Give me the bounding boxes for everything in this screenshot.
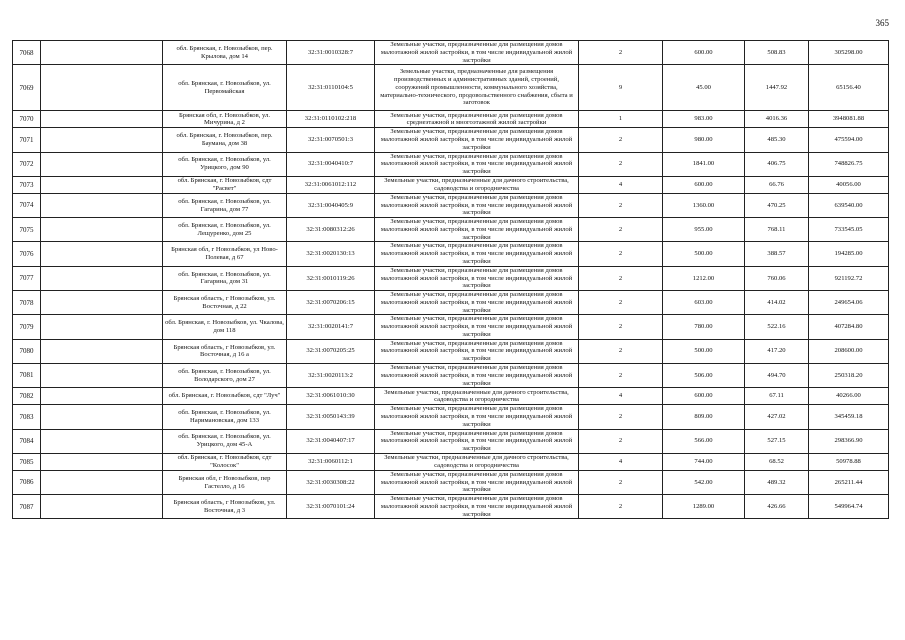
- page-number: 365: [875, 18, 889, 28]
- land-use-purpose-cell: Земельные участки, предназначенные для размещения домов малоэтажной жилой застройки, в том числе индивидуальной жилой застройки: [375, 405, 579, 429]
- group-number-cell: 2: [579, 405, 663, 429]
- address-cell: обл. Брянская, г. Новозыбков, ул. Урицкого, дом 45-А: [163, 429, 287, 453]
- specific-value-cell: 470.25: [745, 193, 809, 217]
- area-cell: 542.00: [663, 470, 745, 494]
- row-number: 7079: [13, 315, 41, 339]
- area-cell: 1289.00: [663, 495, 745, 519]
- address-cell: Брянская обл, г. Новозыбков, ул. Мичурина, д 2: [163, 111, 287, 128]
- row-spacer: [41, 405, 163, 429]
- land-use-purpose-cell: Земельные участки, предназначенные для дачного строительства, садоводства и огородничества: [375, 453, 579, 470]
- land-use-purpose-cell: Земельные участки, предназначенные для размещения домов малоэтажной жилой застройки, в том числе индивидуальной жилой застройки: [375, 266, 579, 290]
- row-spacer: [41, 65, 163, 111]
- table-row: [13, 363, 889, 387]
- group-number-cell: 2: [579, 339, 663, 363]
- row-spacer: [41, 128, 163, 152]
- group-number-cell: 1: [579, 111, 663, 128]
- group-number-cell: 4: [579, 453, 663, 470]
- specific-value-cell: 760.06: [745, 266, 809, 290]
- specific-value-cell: 489.32: [745, 470, 809, 494]
- cadastral-value-cell: 249654.06: [809, 291, 889, 315]
- row-spacer: [41, 176, 163, 193]
- address-cell: обл. Брянская, г. Новозыбков, ул. Наримановская, дом 133: [163, 405, 287, 429]
- group-number-cell: 2: [579, 41, 663, 65]
- address-cell: Брянская обл, г Новозыбков, ул Ново-Полевая, д 67: [163, 242, 287, 266]
- row-number: 7077: [13, 266, 41, 290]
- row-number: 7072: [13, 152, 41, 176]
- cadastral-number-cell: 32:31:0080312:26: [287, 218, 375, 242]
- row-spacer: [41, 218, 163, 242]
- group-number-cell: 2: [579, 495, 663, 519]
- row-spacer: [41, 388, 163, 405]
- row-spacer: [41, 111, 163, 128]
- address-cell: обл. Брянская, г. Новозыбков, сдт "Колосок": [163, 453, 287, 470]
- table-row: [13, 339, 889, 363]
- address-cell: обл. Брянская, г. Новозыбков, сдт "Расвет": [163, 176, 287, 193]
- row-spacer: [41, 242, 163, 266]
- specific-value-cell: 427.02: [745, 405, 809, 429]
- specific-value-cell: 527.15: [745, 429, 809, 453]
- table-row: [13, 65, 889, 111]
- land-use-purpose-cell: Земельные участки, предназначенные для размещения производственных и административных зданий, строений, сооружений промышленности, коммунального хозяйства, материально-технического, продовольственного снабжения, сбыта и заготовок: [375, 65, 579, 111]
- specific-value-cell: 4016.36: [745, 111, 809, 128]
- group-number-cell: 2: [579, 363, 663, 387]
- row-number: 7068: [13, 41, 41, 65]
- row-spacer: [41, 266, 163, 290]
- land-use-purpose-cell: Земельные участки, предназначенные для размещения домов малоэтажной жилой застройки, в том числе индивидуальной жилой застройки: [375, 315, 579, 339]
- row-spacer: [41, 152, 163, 176]
- cadastral-value-cell: 194285.00: [809, 242, 889, 266]
- address-cell: обл. Брянская, г. Новозыбков, ул. Лещуренко, дом 25: [163, 218, 287, 242]
- specific-value-cell: 522.16: [745, 315, 809, 339]
- row-number: 7076: [13, 242, 41, 266]
- specific-value-cell: 508.83: [745, 41, 809, 65]
- row-number: 7082: [13, 388, 41, 405]
- group-number-cell: 2: [579, 315, 663, 339]
- specific-value-cell: 426.66: [745, 495, 809, 519]
- cadastral-value-cell: 407284.80: [809, 315, 889, 339]
- cadastral-value-cell: 208600.00: [809, 339, 889, 363]
- address-cell: обл. Брянская, г. Новозыбков, ул. Чкалова, дом 118: [163, 315, 287, 339]
- cadastral-value-cell: 265211.44: [809, 470, 889, 494]
- cadastral-value-cell: 733545.05: [809, 218, 889, 242]
- row-number: 7081: [13, 363, 41, 387]
- row-number: 7074: [13, 193, 41, 217]
- cadastral-value-cell: 549964.74: [809, 495, 889, 519]
- cadastral-value-cell: 65156.40: [809, 65, 889, 111]
- row-spacer: [41, 453, 163, 470]
- area-cell: 809.00: [663, 405, 745, 429]
- group-number-cell: 2: [579, 242, 663, 266]
- cadastral-value-cell: 298366.90: [809, 429, 889, 453]
- cadastral-number-cell: 32:31:0061012:112: [287, 176, 375, 193]
- land-use-purpose-cell: Земельные участки, предназначенные для размещения домов малоэтажной жилой застройки, в том числе индивидуальной жилой застройки: [375, 128, 579, 152]
- address-cell: обл. Брянская, г. Новозыбков, ул. Урицкого, дом 90: [163, 152, 287, 176]
- land-use-purpose-cell: Земельные участки, предназначенные для размещения домов малоэтажной жилой застройки, в том числе индивидуальной жилой застройки: [375, 363, 579, 387]
- cadastral-value-cell: 475594.00: [809, 128, 889, 152]
- address-cell: обл. Брянская, г. Новозыбков, ул. Володарского, дом 27: [163, 363, 287, 387]
- area-cell: 603.00: [663, 291, 745, 315]
- area-cell: 1841.00: [663, 152, 745, 176]
- group-number-cell: 2: [579, 128, 663, 152]
- area-cell: 983.00: [663, 111, 745, 128]
- group-number-cell: 2: [579, 152, 663, 176]
- area-cell: 600.00: [663, 176, 745, 193]
- area-cell: 500.00: [663, 242, 745, 266]
- cadastral-value-cell: 748826.75: [809, 152, 889, 176]
- row-spacer: [41, 363, 163, 387]
- area-cell: 1360.00: [663, 193, 745, 217]
- land-use-purpose-cell: Земельные участки, предназначенные для размещения домов среднеэтажной и многоэтажной жилой застройки: [375, 111, 579, 128]
- cadastral-value-cell: 50978.88: [809, 453, 889, 470]
- specific-value-cell: 67.11: [745, 388, 809, 405]
- cadastral-number-cell: 32:31:0070101:24: [287, 495, 375, 519]
- table-row: [13, 405, 889, 429]
- row-spacer: [41, 495, 163, 519]
- row-spacer: [41, 470, 163, 494]
- land-use-purpose-cell: Земельные участки, предназначенные для размещения домов малоэтажной жилой застройки, в том числе индивидуальной жилой застройки: [375, 429, 579, 453]
- group-number-cell: 2: [579, 218, 663, 242]
- land-use-purpose-cell: Земельные участки, предназначенные для размещения домов малоэтажной жилой застройки, в том числе индивидуальной жилой застройки: [375, 152, 579, 176]
- cadastral-number-cell: 32:31:0010119:26: [287, 266, 375, 290]
- row-spacer: [41, 291, 163, 315]
- row-number: 7086: [13, 470, 41, 494]
- cadastral-value-cell: 305298.00: [809, 41, 889, 65]
- address-cell: Брянская область, г Новозыбков, ул. Восточная, д 16 а: [163, 339, 287, 363]
- group-number-cell: 2: [579, 193, 663, 217]
- address-cell: обл. Брянская, г. Новозыбков, пер. Крылова, дом 14: [163, 41, 287, 65]
- group-number-cell: 9: [579, 65, 663, 111]
- cadastral-value-cell: 40056.00: [809, 176, 889, 193]
- cadastral-number-cell: 32:31:0040407:17: [287, 429, 375, 453]
- cadastral-value-cell: 3948081.88: [809, 111, 889, 128]
- table-row: [13, 218, 889, 242]
- table-row: [13, 111, 889, 128]
- table-row: [13, 291, 889, 315]
- table-row: [13, 429, 889, 453]
- land-use-purpose-cell: Земельные участки, предназначенные для размещения домов малоэтажной жилой застройки, в том числе индивидуальной жилой застройки: [375, 41, 579, 65]
- area-cell: 744.00: [663, 453, 745, 470]
- table-row: [13, 193, 889, 217]
- table-row: [13, 388, 889, 405]
- area-cell: 45.00: [663, 65, 745, 111]
- address-cell: обл. Брянская, г. Новозыбков, ул. Гагарина, дом 31: [163, 266, 287, 290]
- land-use-purpose-cell: Земельные участки, предназначенные для размещения домов малоэтажной жилой застройки, в том числе индивидуальной жилой застройки: [375, 218, 579, 242]
- table-row: [13, 242, 889, 266]
- cadastral-number-cell: 32:31:0050143:39: [287, 405, 375, 429]
- cadastral-value-table: [12, 40, 889, 519]
- specific-value-cell: 66.76: [745, 176, 809, 193]
- row-number: 7069: [13, 65, 41, 111]
- address-cell: обл. Брянская, г. Новозыбков, сдт "Луч": [163, 388, 287, 405]
- table-row: [13, 266, 889, 290]
- cadastral-number-cell: 32:31:0020113:2: [287, 363, 375, 387]
- cadastral-number-cell: 32:31:0040410:7: [287, 152, 375, 176]
- area-cell: 506.00: [663, 363, 745, 387]
- cadastral-number-cell: 32:31:0060112:1: [287, 453, 375, 470]
- specific-value-cell: 1447.92: [745, 65, 809, 111]
- specific-value-cell: 494.70: [745, 363, 809, 387]
- address-cell: обл. Брянская, г. Новозыбков, ул. Первомайская: [163, 65, 287, 111]
- cadastral-number-cell: 32:31:0020130:13: [287, 242, 375, 266]
- address-cell: Брянская область, г Новозыбков, ул. Восточная, д 3: [163, 495, 287, 519]
- cadastral-value-cell: 639540.00: [809, 193, 889, 217]
- row-number: 7070: [13, 111, 41, 128]
- cadastral-value-cell: 250318.20: [809, 363, 889, 387]
- group-number-cell: 2: [579, 266, 663, 290]
- cadastral-number-cell: 32:31:0030308:22: [287, 470, 375, 494]
- specific-value-cell: 768.11: [745, 218, 809, 242]
- group-number-cell: 4: [579, 388, 663, 405]
- table-row: [13, 152, 889, 176]
- group-number-cell: 2: [579, 470, 663, 494]
- land-use-purpose-cell: Земельные участки, предназначенные для дачного строительства, садоводства и огородничества: [375, 176, 579, 193]
- row-number: 7084: [13, 429, 41, 453]
- table-row: [13, 453, 889, 470]
- table-row: [13, 41, 889, 65]
- land-use-purpose-cell: Земельные участки, предназначенные для дачного строительства, садоводства и огородничества: [375, 388, 579, 405]
- table-row: [13, 128, 889, 152]
- address-cell: Брянская область, г Новозыбков, ул. Восточная, д 22: [163, 291, 287, 315]
- table-row: [13, 470, 889, 494]
- area-cell: 500.00: [663, 339, 745, 363]
- area-cell: 1212.00: [663, 266, 745, 290]
- table-row: [13, 495, 889, 519]
- cadastral-number-cell: 32:31:0040405:9: [287, 193, 375, 217]
- row-number: 7071: [13, 128, 41, 152]
- row-spacer: [41, 41, 163, 65]
- land-use-purpose-cell: Земельные участки, предназначенные для размещения домов малоэтажной жилой застройки, в том числе индивидуальной жилой застройки: [375, 193, 579, 217]
- specific-value-cell: 388.57: [745, 242, 809, 266]
- row-spacer: [41, 339, 163, 363]
- cadastral-number-cell: 32:31:0070501:3: [287, 128, 375, 152]
- row-spacer: [41, 315, 163, 339]
- area-cell: 566.00: [663, 429, 745, 453]
- address-cell: обл. Брянская, г. Новозыбков, ул. Гагарина, дом 77: [163, 193, 287, 217]
- row-spacer: [41, 429, 163, 453]
- cadastral-number-cell: 32:31:0110102:218: [287, 111, 375, 128]
- cadastral-number-cell: 32:31:0110104:5: [287, 65, 375, 111]
- area-cell: 780.00: [663, 315, 745, 339]
- cadastral-number-cell: 32:31:0070206:15: [287, 291, 375, 315]
- specific-value-cell: 414.02: [745, 291, 809, 315]
- land-use-purpose-cell: Земельные участки, предназначенные для размещения домов малоэтажной жилой застройки, в том числе индивидуальной жилой застройки: [375, 339, 579, 363]
- cadastral-value-cell: 40266.00: [809, 388, 889, 405]
- group-number-cell: 2: [579, 291, 663, 315]
- specific-value-cell: 68.52: [745, 453, 809, 470]
- address-cell: обл. Брянская, г. Новозыбков, пер. Баумана, дом 38: [163, 128, 287, 152]
- cadastral-value-cell: 345459.18: [809, 405, 889, 429]
- specific-value-cell: 485.30: [745, 128, 809, 152]
- address-cell: Брянская обл, г Новозыбков, пер Гастелло, д 16: [163, 470, 287, 494]
- area-cell: 600.00: [663, 388, 745, 405]
- table-body: [13, 41, 889, 519]
- row-number: 7085: [13, 453, 41, 470]
- specific-value-cell: 406.75: [745, 152, 809, 176]
- cadastral-number-cell: 32:31:0061010:30: [287, 388, 375, 405]
- cadastral-number-cell: 32:31:0020141:7: [287, 315, 375, 339]
- area-cell: 980.00: [663, 128, 745, 152]
- group-number-cell: 2: [579, 429, 663, 453]
- row-number: 7078: [13, 291, 41, 315]
- table-row: [13, 315, 889, 339]
- cadastral-number-cell: 32:31:0070205:25: [287, 339, 375, 363]
- cadastral-number-cell: 32:31:0010328:7: [287, 41, 375, 65]
- area-cell: 600.00: [663, 41, 745, 65]
- cadastral-value-cell: 921192.72: [809, 266, 889, 290]
- land-use-purpose-cell: Земельные участки, предназначенные для размещения домов малоэтажной жилой застройки, в том числе индивидуальной жилой застройки: [375, 470, 579, 494]
- area-cell: 955.00: [663, 218, 745, 242]
- specific-value-cell: 417.20: [745, 339, 809, 363]
- land-use-purpose-cell: Земельные участки, предназначенные для размещения домов малоэтажной жилой застройки, в том числе индивидуальной жилой застройки: [375, 495, 579, 519]
- row-number: 7073: [13, 176, 41, 193]
- row-number: 7080: [13, 339, 41, 363]
- table-row: [13, 176, 889, 193]
- group-number-cell: 4: [579, 176, 663, 193]
- land-use-purpose-cell: Земельные участки, предназначенные для размещения домов малоэтажной жилой застройки, в том числе индивидуальной жилой застройки: [375, 242, 579, 266]
- row-number: 7083: [13, 405, 41, 429]
- row-spacer: [41, 193, 163, 217]
- row-number: 7075: [13, 218, 41, 242]
- row-number: 7087: [13, 495, 41, 519]
- land-use-purpose-cell: Земельные участки, предназначенные для размещения домов малоэтажной жилой застройки, в том числе индивидуальной жилой застройки: [375, 291, 579, 315]
